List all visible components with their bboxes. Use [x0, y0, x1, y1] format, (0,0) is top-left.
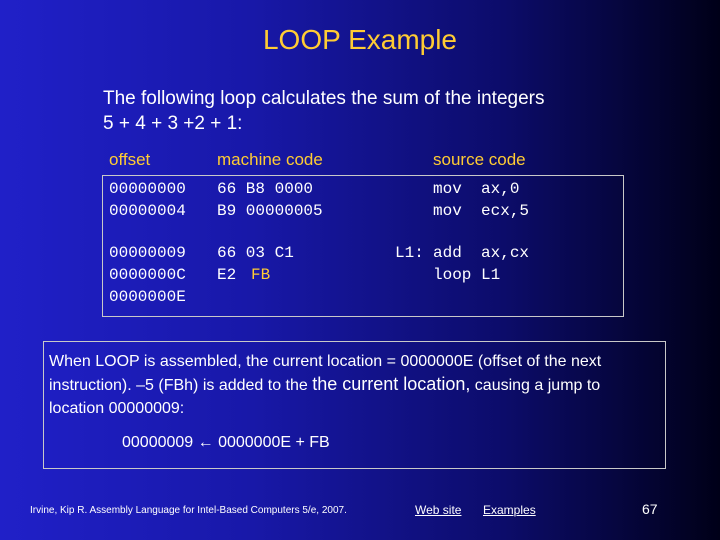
machine-row-3: 66 03 C1 — [217, 244, 294, 262]
intro-text — [103, 86, 663, 136]
explanation-part-1: When LOOP is assembled, the current location = 0000000E (offset of the next instruction). –5 (FBh) is added to the — [49, 353, 602, 394]
offset-row-5: 0000000E — [109, 288, 186, 306]
offset-row-1: 00000000 — [109, 180, 186, 198]
web-site-link[interactable]: Web site — [415, 503, 462, 517]
header-source-code: source code — [433, 150, 526, 169]
offset-row-3: 00000009 — [109, 244, 186, 262]
page-number: 67 — [642, 501, 658, 517]
source-row-3: add ax,cx — [433, 244, 530, 262]
machine-row-4-opcode: E2 — [217, 266, 237, 284]
slide-title: LOOP Example — [262, 24, 458, 55]
source-row-4: loop L1 — [433, 266, 501, 284]
code-listing — [102, 175, 624, 317]
source-row-1: mov ax,0 — [433, 180, 520, 198]
offset-row-4: 0000000C — [109, 266, 186, 284]
explanation-part-3: causing a jump to location 00000009: — [49, 377, 601, 417]
machine-row-2: B9 00000005 — [217, 202, 323, 220]
offset-row-2: 00000004 — [109, 202, 186, 220]
machine-row-4-offset-byte: FB — [251, 266, 271, 284]
header-offset: offset — [109, 150, 151, 169]
explanation-box — [43, 341, 666, 469]
explanation-part-2: the current location, — [312, 374, 471, 394]
header-machine-code: machine code — [217, 150, 323, 169]
examples-link[interactable]: Examples — [483, 503, 536, 517]
citation: Irvine, Kip R. Assembly Language for Intel-Based Computers 5/e, 2007. — [30, 505, 347, 516]
machine-row-1: 66 B8 0000 — [217, 180, 314, 198]
source-row-2: mov ecx,5 — [433, 202, 530, 220]
loop-label: L1: — [395, 244, 424, 262]
intro-line-1: The following loop calculates the sum of the integers — [103, 88, 545, 109]
intro-line-2: 5 + 4 + 3 +2 + 1: — [103, 113, 243, 134]
explanation-text — [49, 350, 649, 420]
jump-formula: 00000009 ← 0000000E + FB — [122, 434, 330, 451]
